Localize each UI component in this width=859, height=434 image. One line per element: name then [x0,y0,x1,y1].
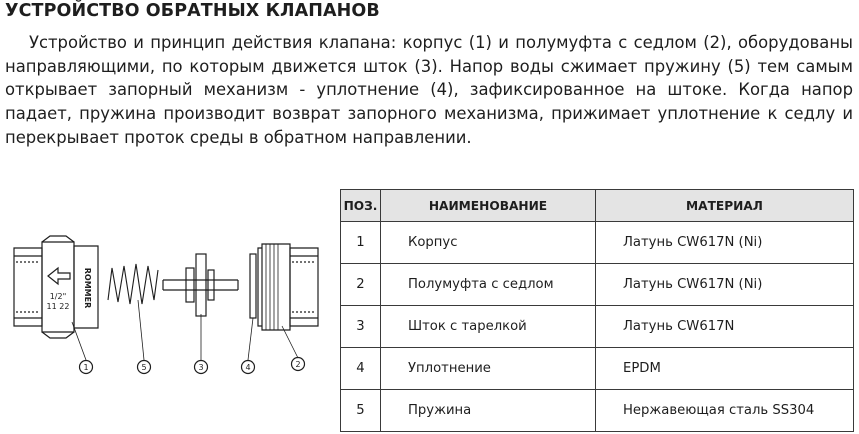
callout-2: 2 [295,360,301,369]
header-pos: ПОЗ. [341,190,381,222]
header-name: НАИМЕНОВАНИЕ [381,190,596,222]
callout-4: 4 [245,363,251,372]
table-row [341,348,854,390]
callout-1: 1 [83,363,89,372]
seal-part [250,254,256,318]
row-pos: 5 [341,390,381,432]
row-name: Полумуфта с седлом [381,264,596,306]
table-row [341,264,854,306]
row-pos: 1 [341,222,381,264]
row-name: Шток с тарелкой [381,306,596,348]
body-code-mark: 11 22 [46,302,70,311]
stem-part [163,254,238,316]
table-row [341,390,854,432]
row-pos: 3 [341,306,381,348]
callout-5: 5 [141,363,147,372]
row-material: Латунь CW617N (Ni) [596,264,854,306]
row-name: Уплотнение [381,348,596,390]
row-name: Пружина [381,390,596,432]
table-header-row [341,190,854,222]
parts-table [340,189,854,432]
row-pos: 4 [341,348,381,390]
valve-exploded-drawing [0,196,330,378]
callout-3: 3 [198,363,204,372]
brand-mark: ROMMER [83,267,92,309]
spring-part [108,264,158,304]
body-size-mark: 1/2" [49,292,67,301]
row-name: Корпус [381,222,596,264]
description-paragraph: Устройство и принцип действия клапана: корпус (1) и полумуфта с седлом (2), оборудованы направляющими, по которым движется шток (3). Напор воды сжимает пружину (5) тем самым открывает запорный механизм - уплотнение (4), зафиксированное на штоке. Когда напор падает, пружина производит возврат запорного механизма, прижимает уплотнение к седлу и перекрывает проток среды в обратном направлении. [5,33,853,147]
row-material: Латунь CW617N [596,306,854,348]
section-heading: УСТРОЙСТВО ОБРАТНЫХ КЛАПАНОВ [5,1,380,21]
half-coupling-part [258,244,318,330]
row-material: Нержавеющая сталь SS304 [596,390,854,432]
row-material: EPDM [596,348,854,390]
table-row [341,222,854,264]
table-row [341,306,854,348]
row-material: Латунь CW617N (Ni) [596,222,854,264]
row-pos: 2 [341,264,381,306]
header-material: МАТЕРИАЛ [596,190,854,222]
